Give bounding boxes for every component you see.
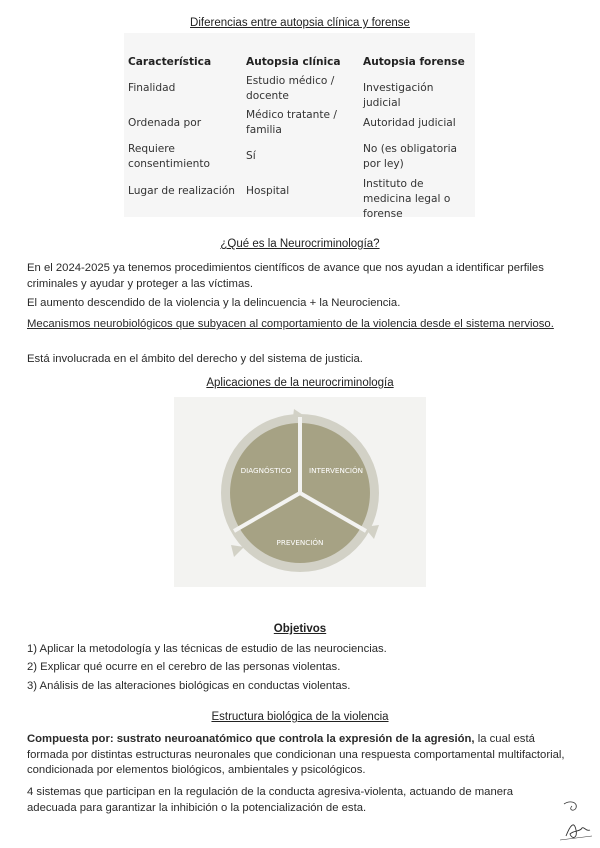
table-cell: Ordenada por [128,117,202,129]
structure-paragraph-2: 4 sistemas que participan en la regulación de la conducta agresiva-violenta, actuando de manera adecuada para garantizar la inhibición o la potencialización de esta. [27,786,514,814]
applications-cycle-diagram [174,397,426,587]
table-cell: Sí [246,150,256,162]
objectives-title: Objetivos [273,623,327,635]
table-header-clinical: Autopsia clínica [246,56,341,68]
table-cell: Estudio médico / docente [246,75,335,102]
neuro-paragraph-3: Mecanismos neurobiológicos que subyacen al comportamiento de la violencia desde el sistema nervioso. [27,318,554,330]
table-cell: Instituto de medicina legal o forense [363,178,451,220]
structure-bold-text: Compuesta por: sustrato neuroanatómico que controla la expresión de la agresión, [27,733,475,745]
structure-paragraph-1 [27,732,575,779]
table-header-characteristic: Característica [128,56,212,68]
objective-item: 1) Aplicar la metodología y las técnicas de estudio de las neurociencias. [27,643,387,655]
table-cell: Autoridad judicial [363,117,456,129]
objective-item: 3) Análisis de las alteraciones biológicas en conductas violentas. [27,680,351,692]
table-title: Diferencias entre autopsia clínica y forense [190,17,410,29]
label-prevencion: PREVENCIÓN [276,538,324,547]
table-cell: Hospital [246,185,290,197]
cycle-svg [174,397,426,587]
neuro-paragraph-2: El aumento descendido de la violencia y la delincuencia + la Neurociencia. [27,297,401,309]
comparison-table [124,33,475,220]
signature-icon [556,796,596,842]
table-cell: Lugar de realización [128,185,236,197]
table-header-forensic: Autopsia forense [363,56,465,68]
neuro-paragraph-4: Está involucrada en el ámbito del derecho y del sistema de justicia. [27,353,363,365]
applications-title: Aplicaciones de la neurocriminología [206,377,394,389]
table-cell: No (es obligatoria por ley) [363,143,458,170]
label-diagnostico: DIAGNÓSTICO [240,466,292,475]
objective-item: 2) Explicar qué ocurre en el cerebro de las personas violentas. [27,661,341,673]
table-cell: Investigación judicial [363,82,434,109]
table-cell: Finalidad [128,82,176,94]
structure-rest-text: la cual está formada por distintas estructuras neuronales que condicionan una respuesta comportamental multifactorial, condicionada por elementos biológicos, ambientales y psicológicos. [27,733,565,776]
cycle-arrow-icon [231,545,244,557]
neuro-title: ¿Qué es la Neurocriminología? [220,238,380,250]
neuro-paragraph-1: En el 2024-2025 ya tenemos procedimientos científicos de avance que nos ayudan a identificar perfiles criminales y ayudar y proteger a las víctimas. [27,262,544,290]
label-intervencion: INTERVENCIÓN [308,466,364,475]
table-cell: Requiere consentimiento [128,143,210,170]
structure-title: Estructura biológica de la violencia [211,711,389,723]
table-cell: Médico tratante / familia [246,109,337,136]
